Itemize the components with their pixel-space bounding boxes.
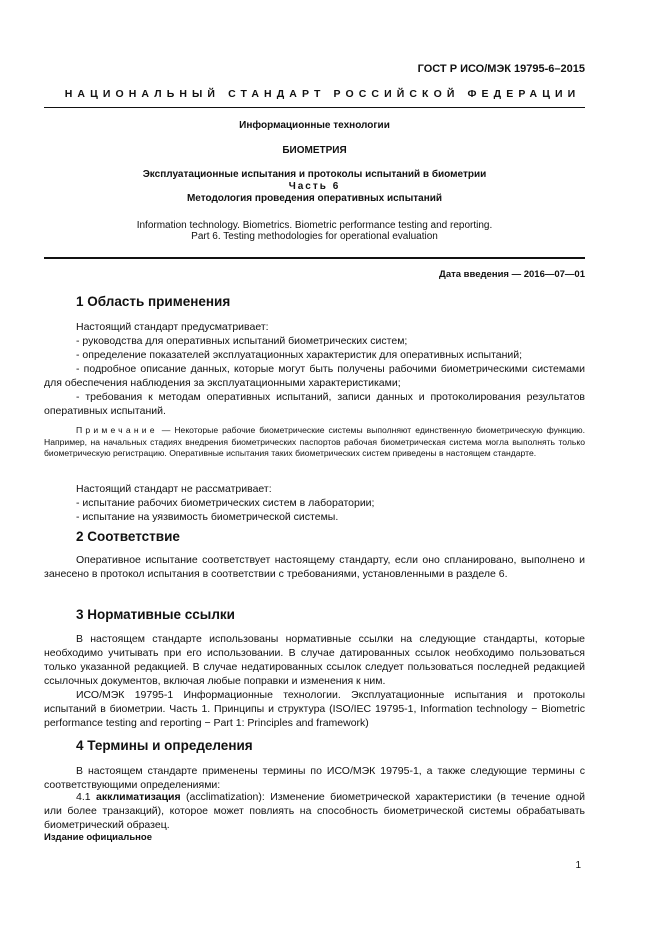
section-3-paragraph-2: ИСО/МЭК 19795-1 Информационные технологии. Эксплуатационные испытания и протоколы испытаний в биометрии. Часть 1. Принципы и структура (ISO/IEC 19795-1, Information technology − Biometric performance testing and reporting − Part 1: Principles and framework) [44,689,585,729]
note-text: — Некоторые рабочие биометрические системы выполняют единственную биометрическую функцию. Например, на начальных стадиях внедрения биометрических паспортов рабочая биометрическая система могла выполнять только биометрическую регистрацию. Оперативные испытания таких биометрических систем приведены в настоящем стандарте. [44,425,585,458]
section-2-text: Оперативное испытание соответствует настоящему стандарту, если оно спланировано, выполнено и занесено в протокол испытания в соответствии с требованиями, установленными в разделе 6. [44,554,585,580]
list-item: - требования к методам оперативных испытаний, записи данных и протоколирования результатов оперативных испытаний. [44,391,585,417]
note-label: Примечание [76,425,158,435]
section-3-paragraph-1: В настоящем стандарте использованы нормативные ссылки на следующие стандарты, которые необходимо учитывать при его использовании. В случае датированных ссылок необходимо пользоваться только указанной редакцией. В случае недатированных ссылок следует пользоваться последней редакцией ссылочных документов, включая любые поправки и изменения к ним. [44,633,585,687]
term-number: 4.1 [76,791,96,803]
field-title: Информационные технологии [239,120,390,131]
list-item: - испытание рабочих биометрических систем в лаборатории; [76,497,375,509]
section-4-paragraph-1: В настоящем стандарте применены термины по ИСО/МЭК 19795-1, а также следующие термины с соответствующими определениями: [44,765,585,791]
subtitle-2: Методология проведения оперативных испытаний [186,193,443,204]
national-standard-banner: НАЦИОНАЛЬНЫЙ СТАНДАРТ РОССИЙСКОЙ ФЕДЕРАЦИИ [64,88,581,100]
main-title: БИОМЕТРИЯ [282,145,347,156]
english-title-2: Part 6. Testing methodologies for operational evaluation [191,231,438,242]
page-number: 1 [575,860,581,871]
list-item: - определение показателей эксплуатационных характеристик для оперативных испытаний; [76,349,523,361]
subtitle-1: Эксплуатационные испытания и протоколы испытаний в биометрии [142,169,487,180]
section-3-heading: 3 Нормативные ссылки [76,607,235,622]
list-item: - испытание на уязвимость биометрической системы. [76,511,339,523]
section-4-heading: 4 Термины и определения [76,738,253,753]
section-1-intro: Настоящий стандарт предусматривает: [76,321,269,333]
section-1-exclusions-intro: Настоящий стандарт не рассматривает: [76,483,272,495]
list-item: - подробное описание данных, которые могут быть получены рабочими биометрическими системами для обеспечения наблюдения за эксплуатационными характеристиками; [44,363,585,389]
effective-date: Дата введения — 2016—07—01 [439,269,585,280]
term-word: акклиматизация [96,791,181,803]
note-paragraph [44,425,585,460]
english-title-1: Information technology. Biometrics. Biometric performance testing and reporting. [136,220,493,231]
section-2-heading: 2 Соответствие [76,529,180,544]
top-divider [44,107,585,108]
term-text: (acclimatization): Изменение биометрической характеристики (в течение одной или более транзакций), которое может повлиять на способность биометрической системы обрабатывать биометрический образец. [44,791,585,831]
title-divider [44,257,585,259]
list-item: - руководства для оперативных испытаний биометрических систем; [76,335,408,347]
standard-code: ГОСТ Р ИСО/МЭК 19795-6–2015 [417,63,585,75]
official-edition: Издание официальное [44,832,152,843]
part-label: Часть 6 [288,181,341,192]
section-1-heading: 1 Область применения [76,294,231,309]
term-definition [44,790,585,832]
